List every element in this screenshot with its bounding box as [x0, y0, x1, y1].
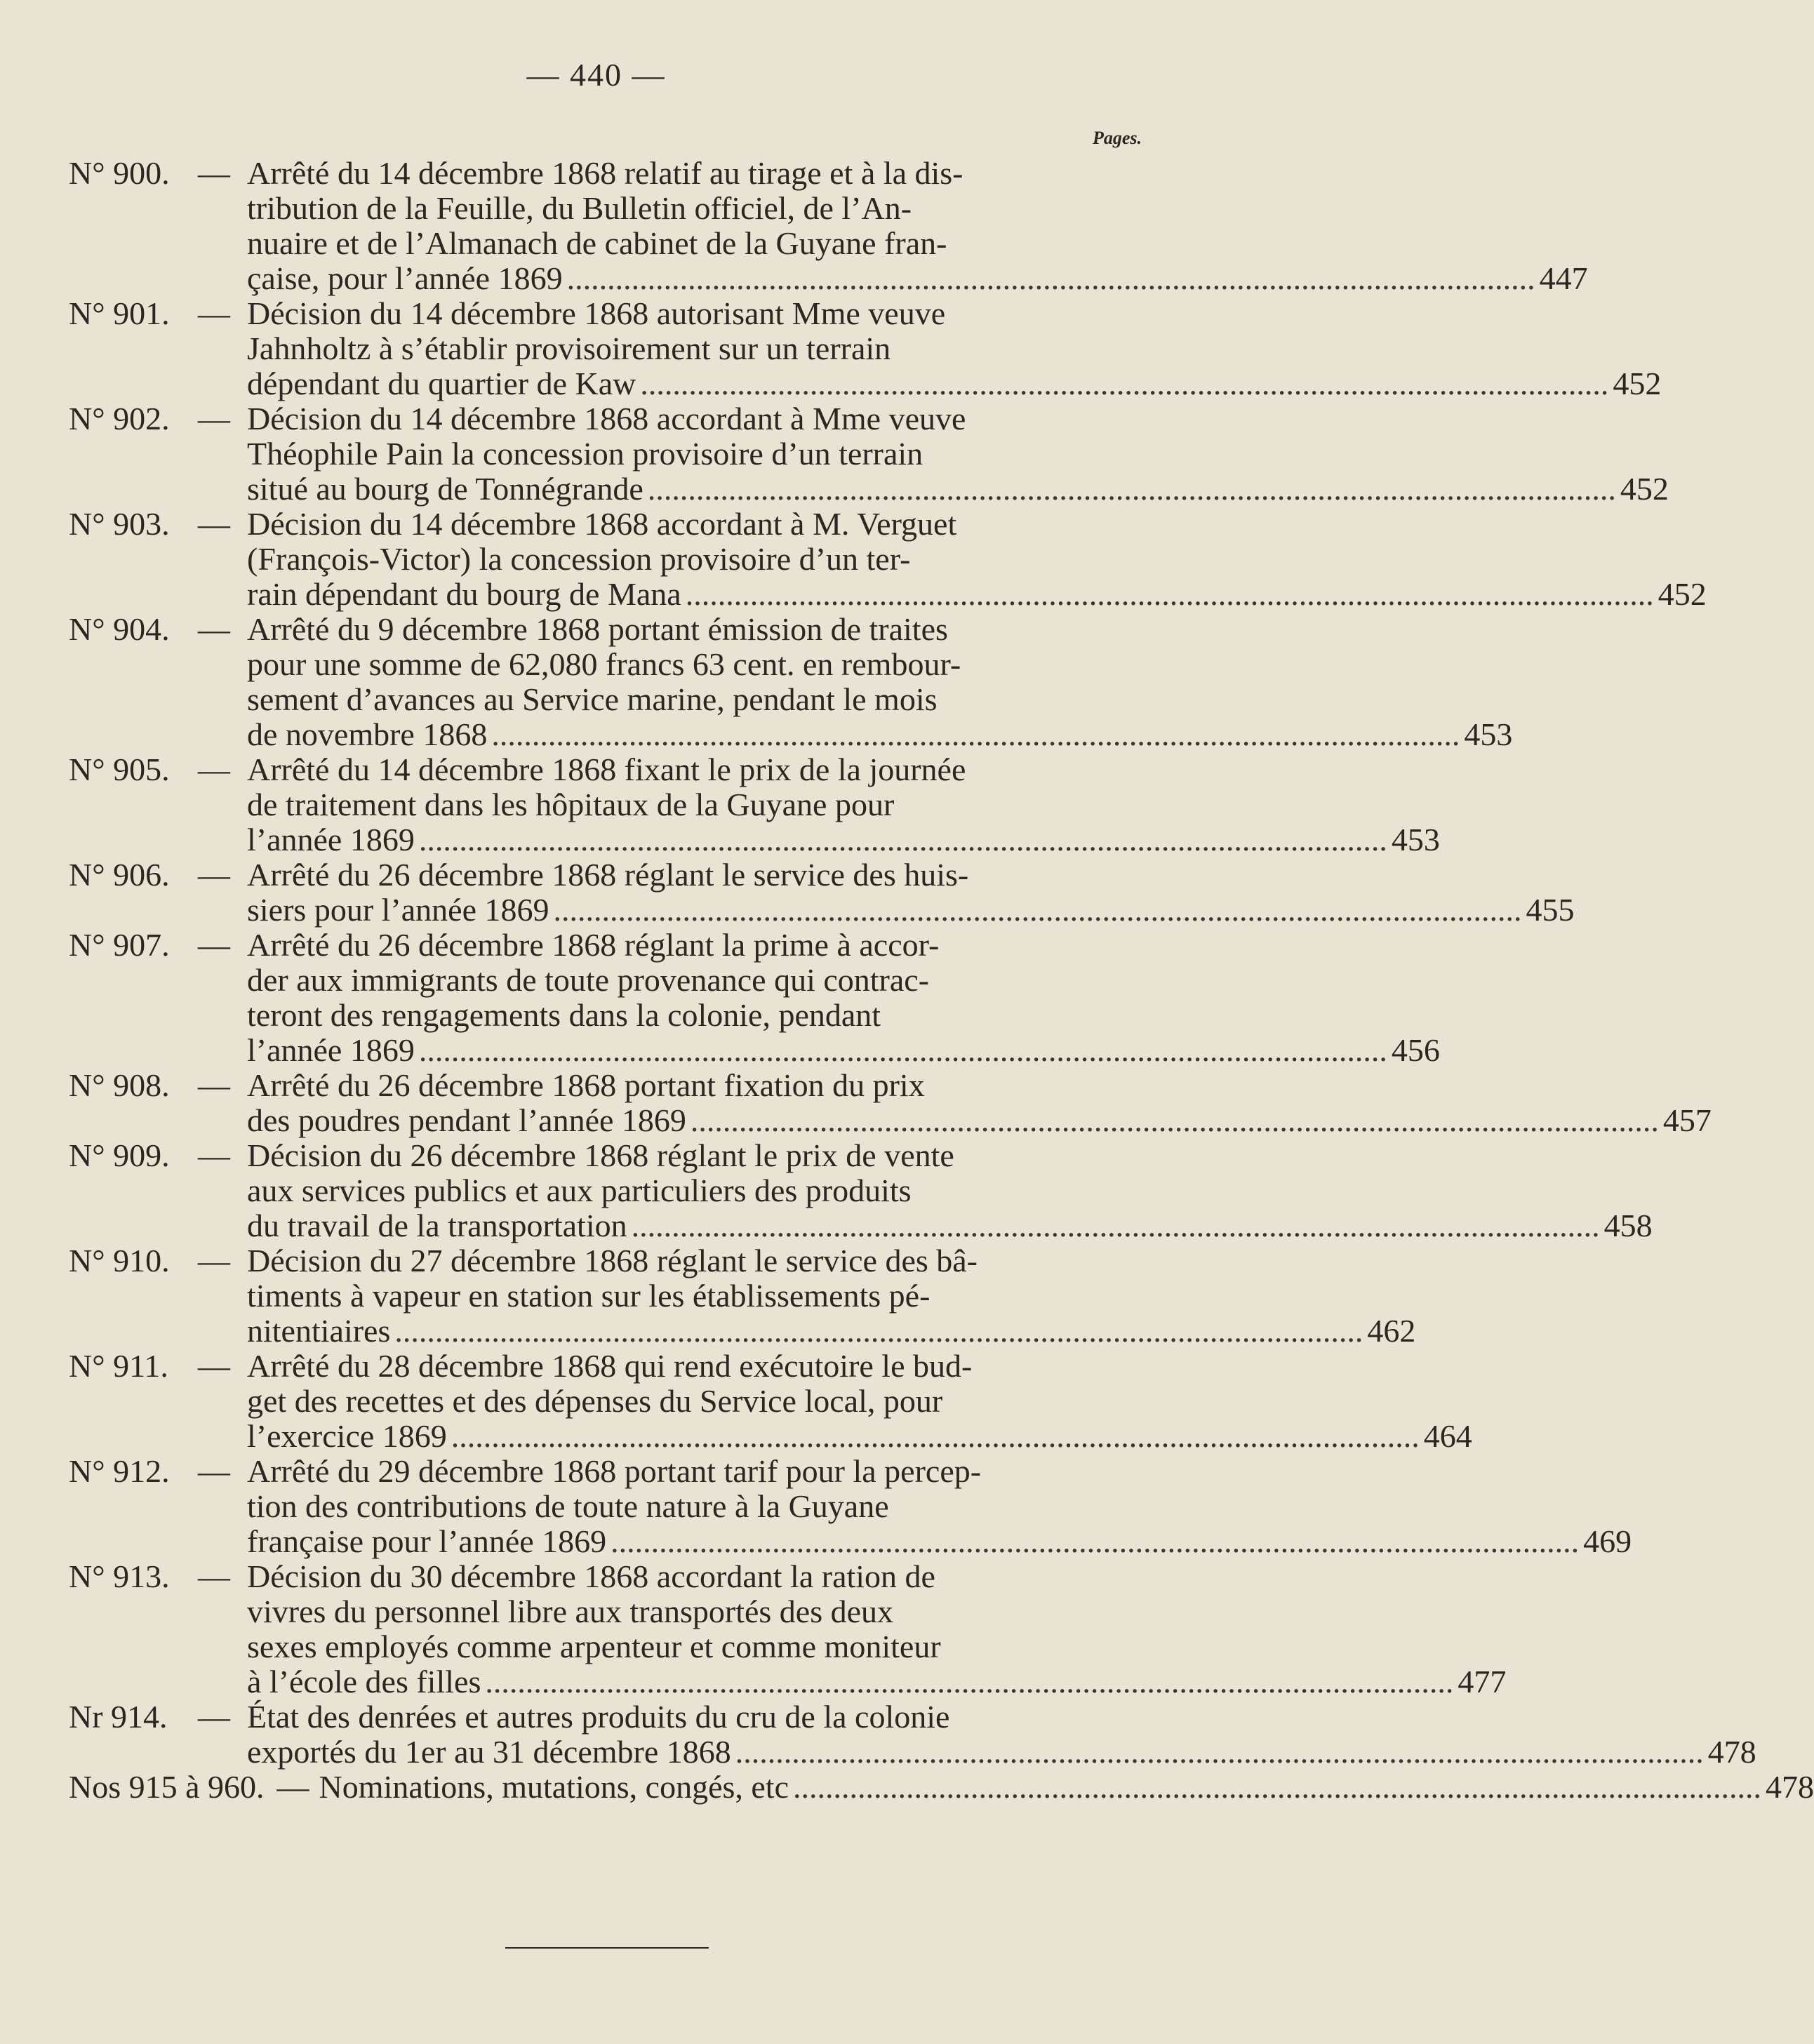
entry-dash: — [198, 295, 230, 331]
dot-leader: ........................................................................................................................ [647, 471, 1616, 507]
entry-line: Décision du 14 décembre 1868 accordant à M. Verguet [247, 506, 957, 542]
entry-description [247, 857, 1575, 928]
entry-last-line [247, 366, 1662, 401]
entry-last-line [247, 1032, 1440, 1068]
entry-number: Nos 915 à 960. [69, 1769, 265, 1805]
toc-entry [69, 857, 1575, 928]
entry-line: sexes employés comme arpenteur et comme moniteur [247, 1629, 941, 1664]
closing-rule [505, 1947, 709, 1949]
page-number: — 440 — [526, 57, 666, 93]
entry-dash: — [198, 857, 230, 893]
entry-page: 452 [1658, 576, 1707, 612]
toc-entry [69, 1067, 1712, 1138]
entry-description [247, 1699, 1756, 1770]
entry-line: Arrêté du 26 décembre 1868 portant fixation du prix [247, 1067, 925, 1103]
entry-page: 478 [1707, 1734, 1756, 1770]
entry-line: tion des contributions de toute nature à la Guyane [247, 1488, 889, 1524]
entry-line: Décision du 30 décembre 1868 accordant la ration de [247, 1558, 935, 1594]
toc-entry [69, 1558, 1507, 1699]
entry-number: N° 902. [69, 401, 170, 436]
entry-dash: — [198, 1243, 230, 1278]
entry-line: Décision du 14 décembre 1868 autorisant Mme veuve [247, 295, 946, 331]
toc-entry [69, 1699, 1756, 1770]
toc-entry [69, 1453, 1632, 1559]
entry-number: N° 910. [69, 1243, 170, 1278]
entry-page: 453 [1391, 822, 1440, 857]
entry-page: 452 [1620, 471, 1669, 507]
entry-description [319, 1769, 1814, 1805]
entry-line: tribution de la Feuille, du Bulletin officiel, de l’An- [247, 190, 912, 226]
dot-leader: ........................................................................................................................ [640, 366, 1609, 401]
entry-last-line [247, 1418, 1472, 1454]
entry-last-line [247, 260, 1588, 296]
entry-description [247, 401, 1669, 507]
dot-leader: ........................................................................................................................ [631, 1208, 1600, 1243]
entry-number: N° 901. [69, 295, 170, 331]
entry-last-text: des poudres pendant l’année 1869 [247, 1102, 686, 1138]
entry-line: Théophile Pain la concession provisoire d’un terrain [247, 436, 923, 472]
entry-last-text: l’exercice 1869 [247, 1418, 447, 1454]
entry-last-line [247, 1523, 1632, 1559]
entry-page: 455 [1526, 892, 1575, 928]
entry-page: 458 [1603, 1208, 1653, 1243]
entry-last-line [247, 1664, 1507, 1699]
entry-last-line [247, 1102, 1712, 1138]
entry-number: N° 911. [69, 1348, 168, 1384]
table-of-contents [69, 155, 1814, 1805]
toc-entry [69, 1137, 1653, 1243]
entry-line: Décision du 14 décembre 1868 accordant à Mme veuve [247, 401, 966, 436]
entry-line: Arrêté du 29 décembre 1868 portant tarif pour la percep- [247, 1453, 982, 1489]
pages-column-label: Pages. [1092, 128, 1142, 148]
entry-last-line [247, 716, 1513, 752]
entry-line: de traitement dans les hôpitaux de la Guyane pour [247, 787, 895, 822]
entry-line: timents à vapeur en station sur les établissements pé- [247, 1278, 931, 1314]
entry-dash: — [198, 1558, 230, 1594]
dot-leader: ........................................................................................................................ [685, 576, 1654, 612]
entry-line: der aux immigrants de toute provenance qui contrac- [247, 962, 930, 998]
entry-last-text: çaise, pour l’année 1869 [247, 260, 563, 296]
toc-entry [69, 155, 1588, 296]
dot-leader: ........................................................................................................................ [418, 1032, 1387, 1068]
entry-page: 462 [1367, 1313, 1416, 1349]
entry-page: 464 [1423, 1418, 1472, 1454]
toc-entry [69, 1243, 1416, 1349]
entry-page: 452 [1613, 366, 1662, 401]
entry-last-text: rain dépendant du bourg de Mana [247, 576, 681, 612]
entry-number: Nr 914. [69, 1699, 168, 1735]
entry-last-text: exportés du 1er au 31 décembre 1868 [247, 1734, 731, 1770]
entry-line: Décision du 26 décembre 1868 réglant le prix de vente [247, 1137, 954, 1173]
dot-leader: ........................................................................................................................ [451, 1418, 1420, 1454]
entry-last-line [247, 1734, 1756, 1770]
entry-last-line [247, 822, 1440, 857]
entry-number: N° 912. [69, 1453, 170, 1489]
toc-entry [69, 295, 1662, 401]
entry-description [247, 155, 1588, 296]
entry-line: nuaire et de l’Almanach de cabinet de la Guyane fran- [247, 225, 947, 261]
entry-page: 447 [1539, 260, 1588, 296]
entry-last-text: siers pour l’année 1869 [247, 892, 549, 928]
entry-line: Arrêté du 28 décembre 1868 qui rend exécutoire le bud- [247, 1348, 973, 1384]
entry-line: Arrêté du 14 décembre 1868 relatif au tirage et à la dis- [247, 155, 963, 191]
dot-leader: ........................................................................................................................ [485, 1664, 1454, 1699]
entry-number: N° 907. [69, 927, 170, 963]
dot-leader: ........................................................................................................................ [690, 1102, 1659, 1138]
entry-line: pour une somme de 62,080 francs 63 cent. en rembour- [247, 646, 961, 682]
entry-description [247, 1137, 1653, 1243]
toc-entry [69, 611, 1513, 752]
entry-last-text: situé au bourg de Tonnégrande [247, 471, 643, 507]
dot-leader: ........................................................................................................................ [793, 1769, 1761, 1805]
entry-last-line [319, 1769, 1814, 1805]
entry-page: 456 [1391, 1032, 1440, 1068]
dot-leader: ........................................................................................................................ [394, 1313, 1363, 1349]
entry-number: N° 904. [69, 611, 170, 647]
entry-description [247, 1348, 1472, 1454]
entry-dash: — [276, 1769, 309, 1805]
entry-dash: — [198, 1453, 230, 1489]
entry-line: teront des rengagements dans la colonie, pendant [247, 997, 881, 1033]
entry-line: Jahnholtz à s’établir provisoirement sur un terrain [247, 330, 891, 366]
entry-last-line [247, 1313, 1416, 1349]
entry-description [247, 295, 1662, 401]
entry-number: N° 900. [69, 155, 170, 191]
entry-dash: — [198, 1699, 230, 1735]
entry-dash: — [198, 1137, 230, 1173]
toc-entry [69, 506, 1707, 612]
entry-dash: — [198, 1348, 230, 1384]
entry-last-text: l’année 1869 [247, 822, 415, 857]
entry-dash: — [198, 155, 230, 191]
entry-last-text: à l’école des filles [247, 1664, 481, 1699]
entry-number: N° 913. [69, 1558, 170, 1594]
entry-dash: — [198, 506, 230, 542]
dot-leader: ........................................................................................................................ [553, 892, 1522, 928]
entry-last-line [247, 576, 1707, 612]
entry-description [247, 1558, 1507, 1699]
toc-entry [69, 1769, 1814, 1805]
entry-line: aux services publics et aux particuliers des produits [247, 1173, 912, 1208]
entry-number: N° 909. [69, 1137, 170, 1173]
entry-description [247, 927, 1440, 1068]
toc-entry [69, 1348, 1472, 1454]
entry-page: 477 [1458, 1664, 1507, 1699]
entry-line: Arrêté du 26 décembre 1868 réglant la prime à accor- [247, 927, 940, 963]
entry-last-text: Nominations, mutations, congés, etc [319, 1769, 789, 1805]
entry-line: Arrêté du 9 décembre 1868 portant émission de traites [247, 611, 948, 647]
entry-number: N° 905. [69, 752, 170, 787]
entry-line: vivres du personnel libre aux transportés des deux [247, 1594, 894, 1629]
toc-entry [69, 401, 1669, 507]
entry-description [247, 752, 1440, 857]
entry-last-text: de novembre 1868 [247, 716, 488, 752]
entry-dash: — [198, 401, 230, 436]
entry-dash: — [198, 927, 230, 963]
dot-leader: ........................................................................................................................ [418, 822, 1387, 857]
toc-entry [69, 927, 1440, 1068]
entry-last-text: l’année 1869 [247, 1032, 415, 1068]
dot-leader: ........................................................................................................................ [491, 716, 1460, 752]
dot-leader: ........................................................................................................................ [611, 1523, 1580, 1559]
entry-last-text: française pour l’année 1869 [247, 1523, 607, 1559]
entry-line: sement d’avances au Service marine, pendant le mois [247, 681, 938, 717]
entry-line: État des denrées et autres produits du cru de la colonie [247, 1699, 950, 1735]
dot-leader: ........................................................................................................................ [566, 260, 1535, 296]
entry-page: 469 [1583, 1523, 1632, 1559]
entry-page: 453 [1464, 716, 1513, 752]
entry-number: N° 903. [69, 506, 170, 542]
entry-dash: — [198, 1067, 230, 1103]
entry-last-line [247, 1208, 1653, 1243]
entry-number: N° 906. [69, 857, 170, 893]
entry-description [247, 1067, 1712, 1138]
entry-description [247, 1243, 1416, 1349]
entry-description [247, 1453, 1632, 1559]
entry-page: 478 [1766, 1769, 1814, 1805]
entry-line: Arrêté du 14 décembre 1868 fixant le prix de la journée [247, 752, 966, 787]
entry-line: (François-Victor) la concession provisoire d’un ter- [247, 541, 911, 577]
entry-line: Arrêté du 26 décembre 1868 réglant le service des huis- [247, 857, 969, 893]
entry-page: 457 [1662, 1102, 1712, 1138]
entry-line: get des recettes et des dépenses du Service local, pour [247, 1383, 943, 1419]
entry-dash: — [198, 611, 230, 647]
dot-leader: ........................................................................................................................ [735, 1734, 1704, 1770]
entry-line: Décision du 27 décembre 1868 réglant le service des bâ- [247, 1243, 978, 1278]
toc-entry [69, 752, 1440, 857]
entry-last-text: du travail de la transportation [247, 1208, 627, 1243]
entry-dash: — [198, 752, 230, 787]
entry-last-line [247, 471, 1669, 507]
entry-last-line [247, 892, 1575, 928]
entry-last-text: nitentiaires [247, 1313, 391, 1349]
entry-last-text: dépendant du quartier de Kaw [247, 366, 636, 401]
entry-number: N° 908. [69, 1067, 170, 1103]
entry-description [247, 506, 1707, 612]
entry-description [247, 611, 1513, 752]
